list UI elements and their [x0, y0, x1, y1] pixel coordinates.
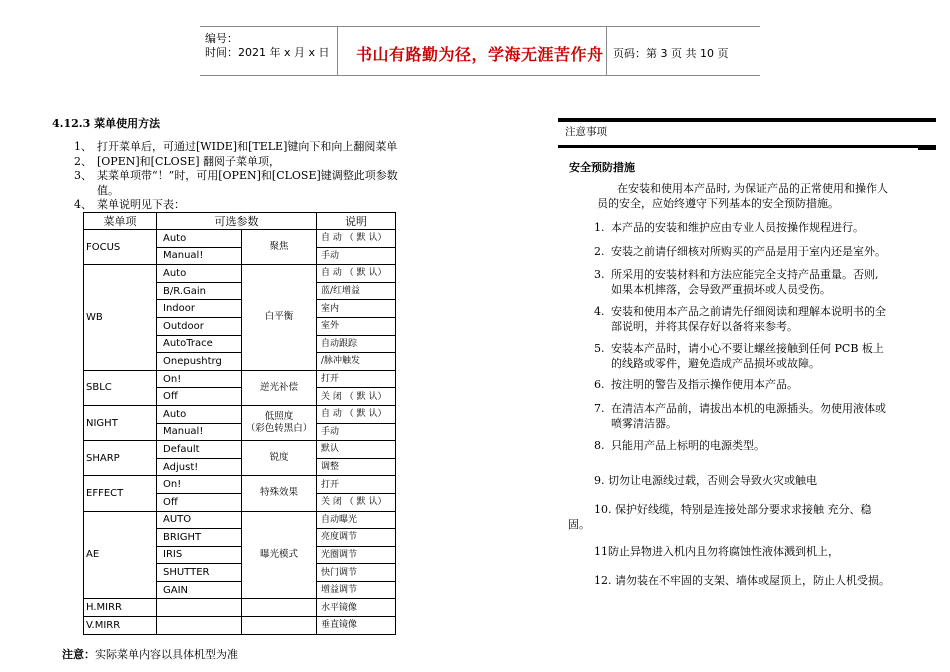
table-row	[84, 265, 396, 283]
description-cell	[242, 441, 317, 476]
safety-item-10-l2: 固。	[568, 518, 590, 531]
description-text: 特殊效果	[259, 487, 298, 499]
param-cell: BRIGHT	[157, 529, 242, 547]
description-cell	[242, 476, 317, 511]
description-text: 聚焦	[269, 241, 289, 253]
note-cell: 自 动 （ 默 认）	[317, 265, 396, 283]
note-cell: 水平镜像	[317, 599, 396, 617]
param-cell: GAIN	[157, 581, 242, 599]
menu-item-cell: WB	[84, 265, 157, 371]
param-cell: Off	[157, 388, 242, 406]
safety-item-11: 11防止异物进入机内且勿将腐蚀性液体溅到机上，	[594, 545, 839, 558]
note-cell: /脉冲触发	[317, 353, 396, 371]
section-title: 4.12.3 菜单使用方法	[52, 117, 161, 130]
note-cell: 调整	[317, 458, 396, 476]
step-3-text: 某菜单项带“！”时，可用[OPEN]和[CLOSE]键调整此项参数	[97, 169, 398, 182]
right-sub-rule-tick	[918, 148, 936, 150]
safety-item-text: 安装和使用本产品之前请先仔细阅读和理解本说明书的全	[611, 305, 886, 318]
param-cell: On!	[157, 370, 242, 388]
note-cell: 增益调节	[317, 581, 396, 599]
note-cell: 自动曝光	[317, 511, 396, 529]
note-cell: 自 动 （ 默 认）	[317, 230, 396, 248]
header-params: 可选参数	[157, 213, 317, 230]
table-row	[84, 599, 396, 617]
step-4-num: 4、	[74, 198, 92, 211]
note-label: 注意：	[62, 648, 95, 661]
safety-item-text: 只能用产品上标明的电源类型。	[611, 439, 765, 452]
menu-item-cell: H.MIRR	[84, 599, 157, 617]
note-cell: 自动跟踪	[317, 335, 396, 353]
param-cell: Onepushtrg	[157, 353, 242, 371]
param-cell	[157, 617, 242, 635]
table-row	[84, 617, 396, 635]
menu-table	[83, 212, 396, 635]
safety-item-text: 在清洁本产品前，请拔出本机的电源插头。勿使用液体或	[611, 402, 886, 415]
safety-item-num: 2.	[594, 245, 605, 258]
safety-item-12: 12. 请勿装在不牢固的支架、墙体或屋顶上，防止人机受损。	[594, 574, 890, 587]
step-1-text: 打开菜单后，可通过[WIDE]和[TELE]键向下和向上翻阅菜单	[97, 140, 398, 153]
note-cell: 室外	[317, 317, 396, 335]
safety-item-num: 6.	[594, 378, 605, 391]
step-1-num: 1、	[74, 140, 92, 153]
description-text: 逆光补偿	[259, 381, 298, 393]
param-cell: AUTO	[157, 511, 242, 529]
table-row	[84, 370, 396, 388]
safety-item-text-cont: 部说明，并将其保存好以备将来参考。	[611, 320, 798, 333]
menu-table-header	[84, 213, 396, 230]
safety-item-text: 本产品的安装和维护应由专业人员按操作规程进行。	[611, 221, 864, 234]
menu-item-cell: NIGHT	[84, 405, 157, 440]
param-cell: SHUTTER	[157, 564, 242, 582]
menu-item-cell: V.MIRR	[84, 617, 157, 635]
right-sub-rule	[558, 145, 936, 148]
header-divider-left	[337, 26, 338, 75]
safety-item-num: 4.	[594, 305, 605, 318]
safety-item-num: 3.	[594, 268, 605, 281]
note-cell: 手动	[317, 423, 396, 441]
param-cell: Auto	[157, 265, 242, 283]
header-menu-item: 菜单项	[84, 213, 157, 230]
safety-item-text: 安装本产品时，请小心不要让螺丝接触到任何 PCB 板上	[611, 342, 884, 355]
step-4-text: 菜单说明见下表：	[97, 198, 185, 211]
menu-item-cell: FOCUS	[84, 230, 157, 265]
safety-intro-1: 在安装和使用本产品时, 为保证产品的正常使用和操作人	[617, 182, 888, 195]
description-text: 低照度	[264, 411, 294, 423]
header-motto: 书山有路勤为径，学海无涯苦作舟	[356, 45, 604, 64]
description-cell	[242, 370, 317, 405]
safety-item-text-cont: 的线路或零件，避免造成产品损坏或故障。	[611, 357, 820, 370]
table-row	[84, 441, 396, 459]
step-3-text-cont: 值。	[97, 184, 119, 197]
note-cell: 垂直镜像	[317, 617, 396, 635]
table-row	[84, 476, 396, 494]
safety-item-num: 7.	[594, 402, 605, 415]
description-cell	[242, 230, 317, 265]
safety-item-10-l1: 10. 保护好线缆，特别是连接处部分要求求接触 充分、稳	[594, 503, 872, 516]
param-cell: Default	[157, 441, 242, 459]
param-cell	[157, 599, 242, 617]
safety-item-text-cont: 如果本机摔落，会导致严重损坏或人员受伤。	[611, 283, 831, 296]
note-cell: 打开	[317, 476, 396, 494]
header-number-label: 编号：	[205, 32, 238, 45]
table-row	[84, 405, 396, 423]
note-cell: 光圈调节	[317, 546, 396, 564]
menu-item-cell: EFFECT	[84, 476, 157, 511]
step-2-num: 2、	[74, 155, 92, 168]
note-cell: 打开	[317, 370, 396, 388]
menu-item-cell: SHARP	[84, 441, 157, 476]
description-cell	[242, 617, 317, 635]
param-cell: On!	[157, 476, 242, 494]
param-cell: Manual!	[157, 423, 242, 441]
param-cell: Auto	[157, 405, 242, 423]
note-cell: 快门调节	[317, 564, 396, 582]
param-cell: Off	[157, 493, 242, 511]
header-top-rule	[200, 26, 760, 27]
note	[62, 648, 238, 662]
safety-title: 安全预防措施	[569, 161, 635, 174]
description-cell	[242, 265, 317, 371]
description-cell	[242, 599, 317, 617]
safety-item-text: 按注明的警告及指示操作使用本产品。	[611, 378, 798, 391]
param-cell: Manual!	[157, 247, 242, 265]
safety-item-text: 所采用的安装材料和方法应能完全支持产品重量。否则,	[611, 268, 879, 281]
note-text: 实际菜单内容以具体机型为准	[95, 648, 238, 661]
header-bottom-rule	[200, 75, 760, 76]
note-cell: 室内	[317, 300, 396, 318]
safety-item-9: 9. 切勿让电源线过载，否则会导致火灾或触电	[594, 474, 817, 487]
description-text-2: （彩色转黑白）	[245, 423, 313, 435]
step-3-num: 3、	[74, 169, 92, 182]
menu-item-cell: AE	[84, 511, 157, 599]
note-cell: 手动	[317, 247, 396, 265]
right-top-rule	[558, 118, 936, 122]
note-cell: 蓝/红增益	[317, 282, 396, 300]
header-time: 时间：2021 年 x 月 x 日	[205, 46, 330, 59]
safety-item-text-cont: 喷雾清洁器。	[611, 417, 677, 430]
param-cell: AutoTrace	[157, 335, 242, 353]
right-section-label: 注意事项	[565, 126, 607, 138]
menu-item-cell: SBLC	[84, 370, 157, 405]
header-divider-right	[606, 26, 607, 75]
note-cell: 自 动 （ 默 认）	[317, 405, 396, 423]
param-cell: IRIS	[157, 546, 242, 564]
safety-item-num: 5.	[594, 342, 605, 355]
note-cell: 关 闭 （ 默 认）	[317, 493, 396, 511]
safety-item-num: 1.	[594, 221, 605, 234]
safety-intro-2: 员的安全，应始终遵守下列基本的安全预防措施。	[597, 197, 839, 210]
param-cell: Auto	[157, 230, 242, 248]
description-cell	[242, 405, 317, 440]
description-cell	[242, 511, 317, 599]
header-description: 说明	[317, 213, 396, 230]
description-text: 曝光模式	[259, 548, 298, 560]
safety-item-text: 安装之前请仔细核对所购买的产品是用于室内还是室外。	[611, 245, 886, 258]
param-cell: Outdoor	[157, 317, 242, 335]
table-row	[84, 230, 396, 248]
step-2-text: [OPEN]和[CLOSE] 翻阅子菜单项，	[97, 155, 281, 168]
header-page-info: 页码：第 3 页 共 10 页	[613, 47, 729, 60]
note-cell: 默认	[317, 441, 396, 459]
param-cell: Adjust!	[157, 458, 242, 476]
param-cell: B/R.Gain	[157, 282, 242, 300]
table-row	[84, 511, 396, 529]
note-cell: 关 闭 （ 默 认）	[317, 388, 396, 406]
param-cell: Indoor	[157, 300, 242, 318]
description-text: 锐度	[269, 452, 289, 464]
description-text: 白平衡	[264, 311, 294, 323]
note-cell: 亮度调节	[317, 529, 396, 547]
safety-item-num: 8.	[594, 439, 605, 452]
